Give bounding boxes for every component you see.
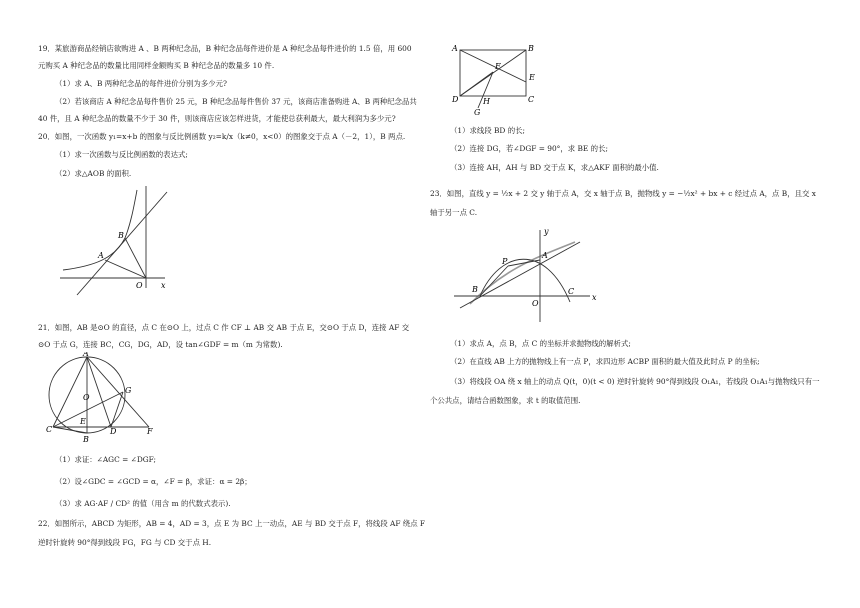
q22-sub2: （2）连接 DG，若∠DGF = 90°，求 BE 的长;	[450, 144, 608, 153]
q19-sub2b: 40 件，且 A 种纪念品的数量不少于 30 件，则该商店应该怎样进货，才能使总获利最大，最大利润为多少元?	[38, 114, 396, 123]
label-B: B	[118, 231, 124, 240]
q19-sub2a: （2）若该商店 A 种纪念品每件售价 25 元，B 种纪念品每件售价 37 元，该商店准备购进 A、B 两种纪念品共	[55, 97, 417, 106]
svg-text:H: H	[483, 97, 490, 106]
svg-text:B: B	[472, 285, 478, 294]
svg-text:G: G	[125, 386, 132, 395]
q23-line2: 轴于另一点 C.	[430, 208, 478, 217]
svg-text:D: D	[452, 95, 459, 104]
svg-text:O: O	[83, 393, 90, 402]
q21-line2: ⊙O 于点 G，连接 BC，CG，DG，AD，设 tan∠GDF = m（m 为常数).	[38, 340, 283, 349]
q20-line1: 20．如图，一次函数 y₁=x+b 的图象与反比例函数 y₂=k/x（k≠0，x<0）的图象交于点 A（－2，1），B 两点.	[38, 132, 406, 141]
q22-sub3: （3）连接 AH，AH 与 BD 交于点 K，求△AKF 面积的最小值.	[450, 163, 659, 172]
svg-text:B: B	[83, 435, 89, 444]
q22-line2: 逆时针旋转 90°得到线段 FG，FG 与 CD 交于点 H.	[38, 538, 212, 547]
svg-text:C: C	[46, 425, 53, 434]
q23-sub3b: 个公共点，请结合函数图象，求 t 的取值范围.	[430, 396, 581, 405]
q20-sub1: （1）求一次函数与反比例函数的表达式;	[55, 150, 188, 159]
svg-text:E: E	[529, 73, 535, 82]
svg-text:F: F	[495, 62, 501, 71]
q23-line1: 23．如图，直线 y = ½x + 2 交 y 轴于点 A，交 x 轴于点 B，抛物线 y = −½x² + bx + c 经过点 A，点 B，且交 x	[430, 189, 816, 198]
svg-text:C: C	[568, 287, 575, 296]
svg-text:A: A	[83, 352, 89, 358]
svg-text:C: C	[528, 95, 535, 104]
svg-text:y: y	[544, 227, 549, 236]
q22-line1: 22．如图所示，ABCD 为矩形，AB = 4，AD = 3，点 E 为 BC 上一动点，AE 与 BD 交于点 F，将线段 AF 绕点 F	[38, 519, 426, 528]
svg-text:O: O	[532, 299, 539, 308]
svg-text:G: G	[474, 108, 481, 116]
q21-sub3: （3）求 AG·AF / CD² 的值（用含 m 的代数式表示).	[55, 499, 231, 508]
q21-sub2: （2）设∠GDC = ∠GCD = α，∠F = β，求证：α = 2β；	[55, 477, 252, 486]
q21-line1: 21．如图，AB 是⊙O 的直径，点 C 在⊙O 上，过点 C 作 CF ⊥ AB 交 AB 于点 E，交⊙O 于点 D，连接 AF 交	[38, 323, 410, 332]
q22-sub1: （1）求线段 BD 的长;	[450, 126, 525, 135]
label-A: A	[98, 251, 104, 260]
svg-text:D: D	[110, 427, 117, 436]
q23-sub3a: （3）将线段 OA 绕 x 轴上的动点 Q(t，0)(t < 0) 逆时针旋转 90°得到线段 O₁A₁，若线段 O₁A₁与抛物线只有一	[450, 377, 820, 386]
svg-text:F: F	[147, 427, 153, 436]
q20-figure	[55, 178, 185, 296]
q21-sub1: （1）求证：∠AGC = ∠DGF;	[55, 455, 157, 464]
svg-text:x: x	[592, 293, 597, 302]
q21-figure	[45, 352, 165, 448]
svg-text:P: P	[502, 257, 508, 266]
label-x: x	[161, 281, 166, 290]
label-O: O	[136, 281, 143, 290]
q23-sub1: （1）求点 A，点 B，点 C 的坐标并求抛物线的解析式;	[450, 339, 631, 348]
q19-line1: 19．某旅游商品经销店欲购进 A 、B 两种纪念品，B 种纪念品每件进价是 A 种纪念品每件进价的 1.5 倍，用 600	[38, 44, 412, 53]
q19-sub1: （1）求 A、B 两种纪念品的每件进价分别为多少元?	[55, 79, 227, 88]
q20-sub2: （2）求△AOB 的面积.	[55, 169, 132, 178]
svg-text:A: A	[452, 44, 458, 53]
q19-line2: 元购买 A 种纪念品的数量比用同样金额购买 B 种纪念品的数量多 10 件.	[38, 61, 275, 70]
q22-figure	[448, 42, 558, 116]
svg-text:E: E	[80, 417, 86, 426]
svg-text:A: A	[542, 251, 548, 260]
svg-text:B: B	[528, 44, 534, 53]
q23-sub2: （2）在直线 AB 上方的抛物线上有一点 P，求四边形 ACBP 面积的最大值及此时点 P 的坐标;	[450, 357, 760, 366]
q23-figure	[450, 222, 600, 326]
